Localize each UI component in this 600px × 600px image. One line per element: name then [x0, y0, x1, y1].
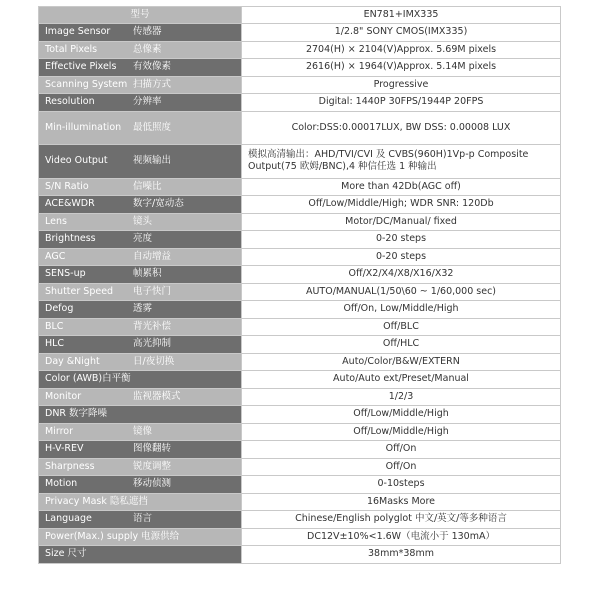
spec-label-en: Brightness — [45, 233, 96, 245]
spec-row — [39, 248, 561, 266]
spec-label-en: ACE&WDR — [45, 198, 95, 210]
spec-value: 38mm*38mm — [242, 546, 561, 564]
spec-label-en: BLC — [45, 320, 64, 332]
spec-label-zh: 总像素 — [133, 43, 162, 55]
spec-label — [39, 371, 242, 389]
spec-label-en: Size 尺寸 — [45, 548, 87, 560]
spec-label-zh: 锐度调整 — [133, 460, 172, 472]
spec-label — [39, 178, 242, 196]
spec-value: Digital: 1440P 30FPS/1944P 20FPS — [242, 94, 561, 112]
spec-label — [39, 493, 242, 511]
spec-label-zh: 电子快门 — [133, 285, 172, 297]
spec-label — [39, 441, 242, 459]
spec-value: 0-10steps — [242, 476, 561, 494]
spec-label-zh: 视频输出 — [133, 155, 172, 167]
spec-label — [39, 388, 242, 406]
spec-row — [39, 266, 561, 284]
spec-label-en: S/N Ratio — [45, 180, 89, 192]
spec-row — [39, 371, 561, 389]
spec-value: Color:DSS:0.00017LUX, BW DSS: 0.00008 LUX — [242, 111, 561, 144]
spec-label — [39, 94, 242, 112]
spec-label — [39, 458, 242, 476]
spec-value: DC12V±10%<1.6W（电流小于 130mA） — [242, 528, 561, 546]
spec-row — [39, 301, 561, 319]
spec-value: Off/Low/Middle/High — [242, 423, 561, 441]
spec-label — [39, 196, 242, 214]
spec-row — [39, 24, 561, 42]
spec-row — [39, 283, 561, 301]
spec-value: Off/BLC — [242, 318, 561, 336]
spec-label-zh: 镜头 — [133, 215, 153, 227]
spec-label — [39, 283, 242, 301]
spec-value: Off/Low/Middle/High; WDR SNR: 120Db — [242, 196, 561, 214]
spec-label — [39, 144, 242, 178]
spec-row — [39, 76, 561, 94]
spec-label-zh: 数字/宽动态 — [133, 198, 184, 210]
spec-label-en: SENS-up — [45, 268, 86, 280]
spec-label-en: H-V-REV — [45, 443, 84, 455]
spec-row — [39, 111, 561, 144]
spec-label-zh: 监视器模式 — [133, 390, 181, 402]
spec-label-en: Video Output — [45, 155, 108, 167]
spec-label-en: DNR 数字降噪 — [45, 408, 108, 420]
spec-label — [39, 59, 242, 77]
spec-label-zh: 分辨率 — [133, 96, 162, 108]
spec-label — [39, 318, 242, 336]
spec-label — [39, 546, 242, 564]
spec-label — [39, 231, 242, 249]
spec-label-en: Privacy Mask 隐私遮挡 — [45, 495, 148, 507]
spec-label-en: AGC — [45, 250, 66, 262]
spec-header-label: 型号 — [39, 7, 242, 24]
spec-row — [39, 423, 561, 441]
spec-label-en: Effective Pixels — [45, 61, 117, 73]
spec-label-zh: 图像翻转 — [133, 443, 172, 455]
spec-label-en: Mirror — [45, 425, 73, 437]
spec-label-zh: 扫描方式 — [133, 78, 172, 90]
spec-value: 模拟高清输出：AHD/TVI/CVI 及 CVBS(960H)1Vp-p Composite Output(75 欧姆/BNC),4 种信任选 1 种输出 — [242, 144, 561, 178]
spec-row — [39, 511, 561, 529]
spec-label — [39, 24, 242, 42]
spec-label-en: Language — [45, 513, 92, 525]
spec-value: Chinese/English polyglot 中文/英文/等多种语言 — [242, 511, 561, 529]
spec-label-en: Power(Max.) supply 电源供给 — [45, 530, 180, 542]
spec-row — [39, 94, 561, 112]
spec-value: Off/On — [242, 458, 561, 476]
spec-label — [39, 353, 242, 371]
spec-label-en: Image Sensor — [45, 26, 111, 38]
spec-row — [39, 178, 561, 196]
spec-header-value: EN781+IMX335 — [242, 7, 561, 24]
spec-label — [39, 528, 242, 546]
spec-value: AUTO/MANUAL(1/50\60 ~ 1/60,000 sec) — [242, 283, 561, 301]
spec-row — [39, 353, 561, 371]
spec-label — [39, 423, 242, 441]
spec-label — [39, 248, 242, 266]
spec-row — [39, 213, 561, 231]
spec-label — [39, 511, 242, 529]
spec-label-en: Motion — [45, 478, 78, 490]
spec-value: Off/Low/Middle/High — [242, 406, 561, 424]
spec-value: 0-20 steps — [242, 248, 561, 266]
spec-table — [38, 6, 561, 564]
spec-label-zh: 最低照度 — [133, 121, 172, 133]
spec-value: Auto/Auto ext/Preset/Manual — [242, 371, 561, 389]
spec-value: Off/On, Low/Middle/High — [242, 301, 561, 319]
spec-row — [39, 493, 561, 511]
spec-label — [39, 111, 242, 144]
spec-label-en: Monitor — [45, 390, 82, 402]
spec-label-en: Shutter Speed — [45, 285, 114, 297]
spec-label-zh: 信噪比 — [133, 180, 162, 192]
spec-row — [39, 318, 561, 336]
spec-row — [39, 406, 561, 424]
spec-row — [39, 476, 561, 494]
spec-label — [39, 213, 242, 231]
spec-row — [39, 336, 561, 354]
spec-row — [39, 144, 561, 178]
spec-label-zh: 背光补偿 — [133, 320, 172, 332]
spec-value: Off/X2/X4/X8/X16/X32 — [242, 266, 561, 284]
spec-label-zh: 亮度 — [133, 233, 153, 245]
spec-label-en: Defog — [45, 303, 74, 315]
spec-value: 2704(H) × 2104(V)Approx. 5.69M pixels — [242, 41, 561, 59]
spec-label-en: HLC — [45, 338, 65, 350]
spec-row — [39, 528, 561, 546]
spec-label-en: Min-illumination — [45, 121, 122, 133]
spec-value: Motor/DC/Manual/ fixed — [242, 213, 561, 231]
spec-value: Off/HLC — [242, 336, 561, 354]
spec-label-en: Color (AWB)白平衡 — [45, 373, 131, 385]
spec-label-en: Sharpness — [45, 460, 95, 472]
spec-row — [39, 546, 561, 564]
spec-label-zh: 日/夜切换 — [133, 355, 175, 367]
spec-row — [39, 196, 561, 214]
spec-label-zh: 语言 — [133, 513, 153, 525]
spec-label-zh: 高光抑制 — [133, 338, 172, 350]
spec-label — [39, 266, 242, 284]
spec-label-en: Total Pixels — [45, 43, 98, 55]
spec-label-en: Lens — [45, 215, 67, 227]
spec-value: 1/2.8" SONY CMOS(IMX335) — [242, 24, 561, 42]
spec-label — [39, 476, 242, 494]
spec-label-en: Resolution — [45, 96, 95, 108]
spec-label-zh: 自动增益 — [133, 250, 172, 262]
spec-value: 0-20 steps — [242, 231, 561, 249]
spec-value: More than 42Db(AGC off) — [242, 178, 561, 196]
spec-label-zh: 透雾 — [133, 303, 153, 315]
spec-row — [39, 458, 561, 476]
spec-label-zh: 有效像素 — [133, 61, 172, 73]
spec-value: Auto/Color/B&W/EXTERN — [242, 353, 561, 371]
spec-label-zh: 镜像 — [133, 425, 153, 437]
spec-label-zh: 帧累积 — [133, 268, 162, 280]
spec-header-row — [39, 7, 561, 24]
spec-label-en: Scanning System — [45, 78, 128, 90]
spec-value: Off/On — [242, 441, 561, 459]
spec-value: Progressive — [242, 76, 561, 94]
spec-label — [39, 336, 242, 354]
spec-row — [39, 231, 561, 249]
spec-table-body — [39, 7, 561, 564]
spec-value: 16Masks More — [242, 493, 561, 511]
spec-label-en: Day &Night — [45, 355, 100, 367]
spec-row — [39, 388, 561, 406]
spec-row — [39, 441, 561, 459]
spec-value: 1/2/3 — [242, 388, 561, 406]
spec-label-zh: 移动侦测 — [133, 478, 172, 490]
spec-label — [39, 301, 242, 319]
spec-value: 2616(H) × 1964(V)Approx. 5.14M pixels — [242, 59, 561, 77]
spec-row — [39, 41, 561, 59]
spec-label — [39, 41, 242, 59]
spec-label — [39, 76, 242, 94]
spec-label — [39, 406, 242, 424]
spec-row — [39, 59, 561, 77]
spec-label-zh: 传感器 — [133, 26, 162, 38]
